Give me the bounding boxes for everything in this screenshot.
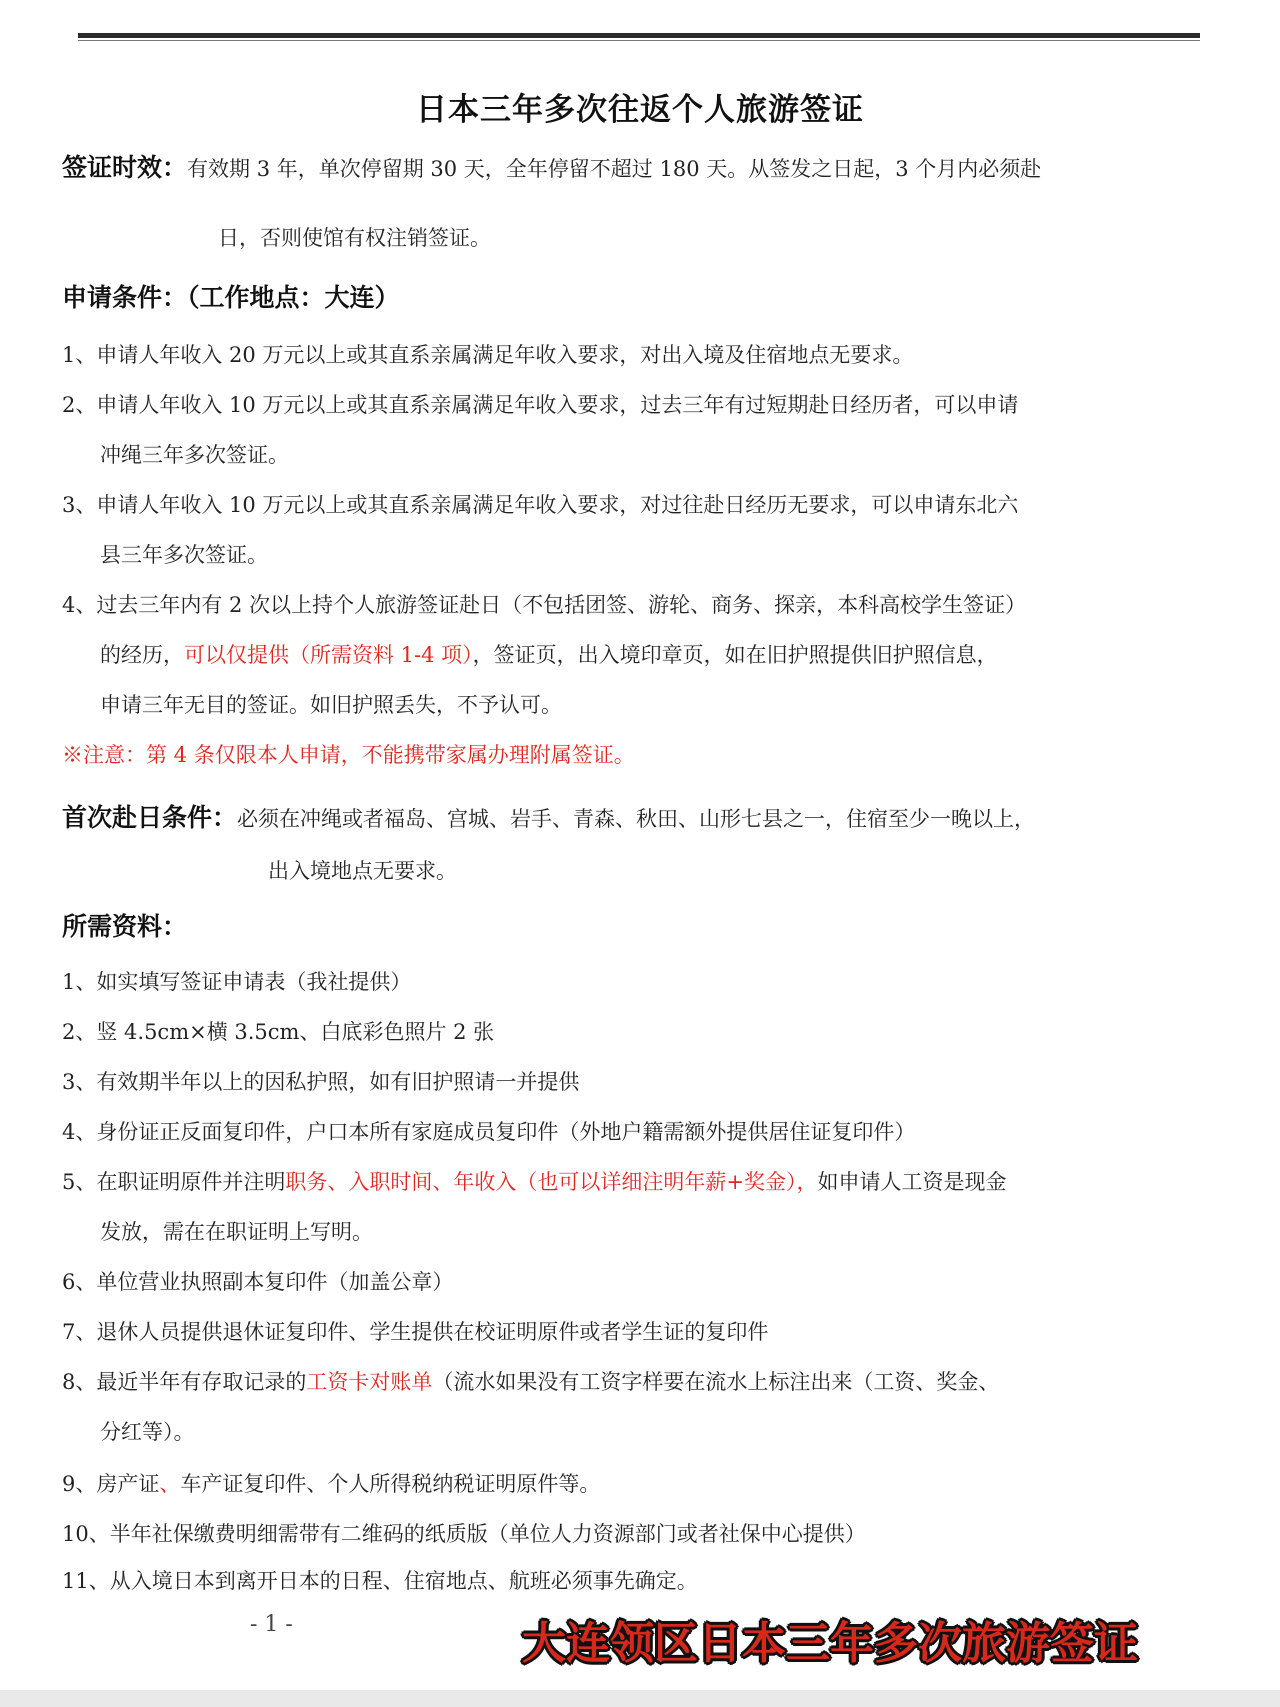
material-item-6: 6、单位营业执照副本复印件（加盖公章）	[62, 1270, 454, 1294]
m9-highlight: 、	[159, 1472, 181, 1496]
material-item-3: 3、有效期半年以上的因私护照，如有旧护照请一并提供	[62, 1070, 580, 1094]
item4-highlight: 可以仅提供（所需资料 1-4 项）	[184, 643, 473, 667]
condition-item-2-line-2: 冲绳三年多次签证。	[100, 443, 289, 467]
material-item-2: 2、竖 4.5cm×横 3.5cm、白底彩色照片 2 张	[62, 1020, 495, 1044]
material-item-1: 1、如实填写签证申请表（我社提供）	[62, 970, 412, 994]
m5-text-b: 如申请人工资是现金	[817, 1170, 1007, 1194]
conditions-heading: 申请条件：（工作地点：大连）	[62, 283, 400, 312]
conditions-note: ※注意：第 4 条仅限本人申请，不能携带家属办理附属签证。	[62, 743, 635, 767]
condition-item-4-line-3: 申请三年无目的签证。如旧护照丢失，不予认可。	[100, 693, 562, 717]
m8-text-b: （流水如果没有工资字样要在流水上标注出来（工资、奖金、	[432, 1370, 1000, 1394]
item4-text-a: 的经历，	[100, 643, 184, 667]
m9-text-b: 车产证复印件、个人所得税纳税证明原件等。	[180, 1472, 601, 1496]
validity-section	[62, 148, 1041, 184]
validity-line-1: 有效期 3 年，单次停留期 30 天，全年停留不超过 180 天。从签发之日起，3 个月内必须赴	[187, 157, 1042, 181]
top-rule	[78, 33, 1200, 38]
condition-item-4-line-1: 4、过去三年内有 2 次以上持个人旅游签证赴日（不包括团签、游轮、商务、探亲，本科高校学生签证）	[62, 593, 1027, 617]
validity-line-2: 日，否则使馆有权注销签证。	[218, 226, 491, 250]
condition-item-3-line-2: 县三年多次签证。	[100, 543, 268, 567]
m9-text-a: 9、房产证	[62, 1472, 160, 1496]
material-item-8-line-1	[62, 1366, 999, 1396]
item4-text-b: ，签证页，出入境印章页，如在旧护照提供旧护照信息，	[472, 643, 998, 667]
material-item-7: 7、退休人员提供退休证复印件、学生提供在校证明原件或者学生证的复印件	[62, 1320, 769, 1344]
material-item-11: 11、从入境日本到离开日本的日程、住宿地点、航班必须事先确定。	[62, 1569, 698, 1593]
first-visit-line-2: 出入境地点无要求。	[268, 859, 457, 883]
material-item-9	[62, 1468, 600, 1498]
page-number: - 1 -	[250, 1612, 293, 1637]
m5-text-a: 5、在职证明原件并注明	[62, 1170, 286, 1194]
material-item-8-line-2: 分红等）。	[100, 1420, 195, 1444]
condition-item-4-line-2	[100, 639, 998, 669]
condition-item-2-line-1: 2、申请人年收入 10 万元以上或其直系亲属满足年收入要求，过去三年有过短期赴日经历者，可以申请	[62, 393, 1019, 417]
first-visit-label: 首次赴日条件：	[62, 803, 238, 832]
first-visit-line-1: 必须在冲绳或者福岛、宫城、岩手、青森、秋田、山形七县之一，住宿至少一晚以上，	[237, 807, 1036, 831]
m8-text-a: 8、最近半年有存取记录的	[62, 1370, 307, 1394]
validity-label: 签证时效：	[62, 153, 188, 182]
m5-highlight: 职务、入职时间、年收入（也可以详细注明年薪+奖金），	[285, 1170, 818, 1194]
first-visit-section	[62, 798, 1035, 834]
material-item-10: 10、半年社保缴费明细需带有二维码的纸质版（单位人力资源部门或者社保中心提供）	[62, 1522, 866, 1546]
condition-item-3-line-1: 3、申请人年收入 10 万元以上或其直系亲属满足年收入要求，对过往赴日经历无要求，可以申请东北六	[62, 493, 1019, 517]
overlay-banner: 大连领区日本三年多次旅游签证	[522, 1618, 1138, 1669]
document-title: 日本三年多次往返个人旅游签证	[416, 92, 864, 128]
material-item-5-line-2: 发放，需在在职证明上写明。	[100, 1220, 373, 1244]
m8-highlight: 工资卡对账单	[306, 1370, 433, 1394]
material-item-5-line-1	[62, 1166, 1006, 1196]
top-rule-thin	[78, 40, 1200, 41]
materials-heading: 所需资料：	[62, 912, 188, 941]
condition-item-1: 1、申请人年收入 20 万元以上或其直系亲属满足年收入要求，对出入境及住宿地点无要求。	[62, 343, 914, 367]
material-item-4: 4、身份证正反面复印件，户口本所有家庭成员复印件（外地户籍需额外提供居住证复印件）	[62, 1120, 916, 1144]
